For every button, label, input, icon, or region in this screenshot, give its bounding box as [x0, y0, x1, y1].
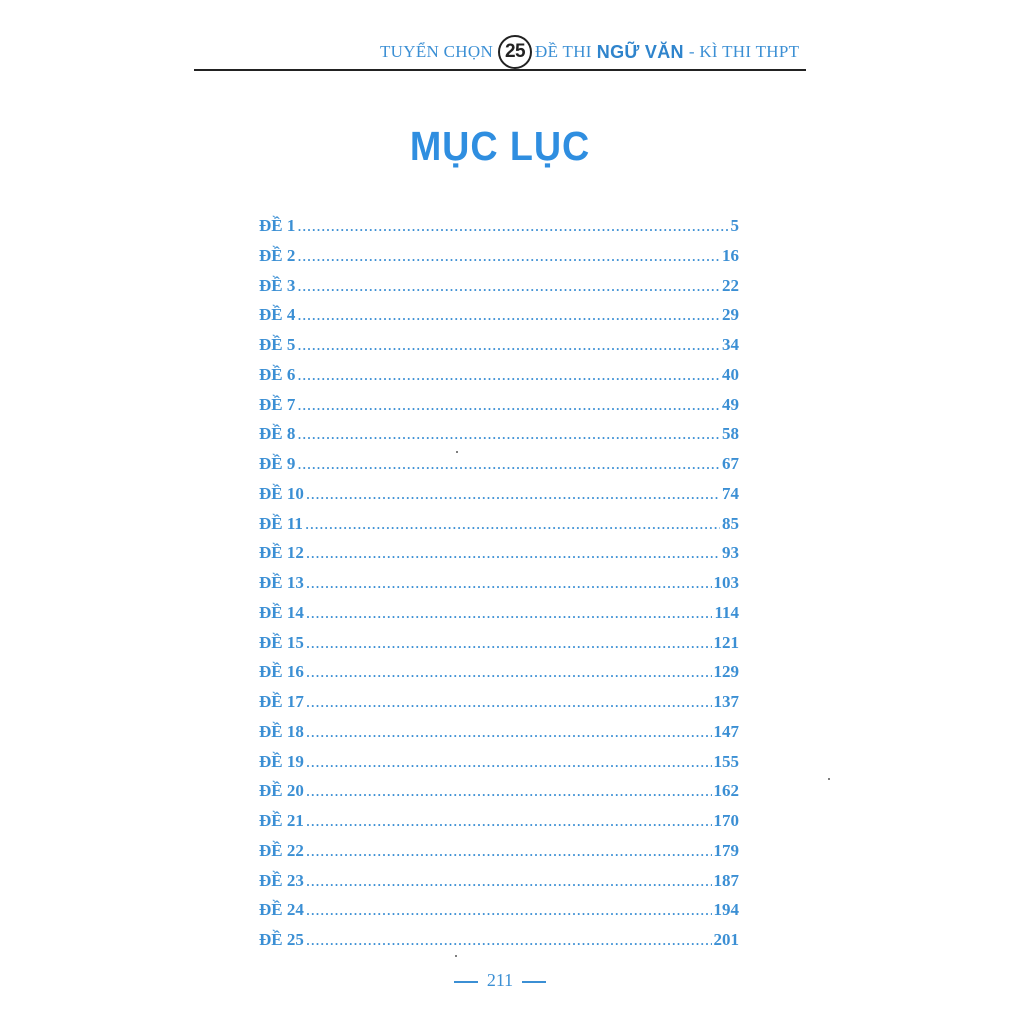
toc-entry-page: 129 [713, 662, 739, 682]
toc-dot-leader [306, 603, 713, 623]
toc-dot-leader [306, 871, 712, 891]
toc-entry-label: ĐỀ 25 [259, 930, 304, 949]
header-number-badge: 25 [498, 35, 532, 69]
table-of-contents [259, 216, 739, 960]
toc-dot-leader [297, 365, 720, 385]
toc-entry-label: ĐỀ 7 [259, 394, 296, 414]
header-rule [194, 69, 806, 71]
page-title: MỤC LỤC [409, 123, 591, 169]
toc-dot-leader [306, 900, 712, 920]
paper-speck [828, 778, 830, 780]
toc-entry-page: 93 [722, 543, 739, 563]
toc-dot-leader [306, 692, 712, 712]
toc-entry-label: ĐỀ 22 [259, 840, 304, 860]
toc-entry [259, 424, 739, 454]
toc-entry-page: 49 [722, 394, 739, 414]
toc-dot-leader [297, 276, 720, 296]
toc-entry [259, 276, 739, 306]
toc-dot-leader [297, 305, 720, 325]
toc-entry-label: ĐỀ 17 [259, 692, 304, 711]
toc-entry [259, 811, 739, 841]
toc-entry [259, 543, 739, 573]
toc-entry-label: ĐỀ 14 [259, 602, 304, 622]
toc-entry [259, 692, 739, 722]
page-number-dash-right [522, 981, 546, 983]
toc-dot-leader [297, 216, 728, 236]
toc-entry-page: 34 [722, 335, 739, 354]
toc-entry-label: ĐỀ 16 [259, 662, 304, 682]
toc-entry [259, 930, 739, 960]
toc-entry-page: 114 [714, 602, 739, 622]
header-subject: NGỮ VĂN [596, 41, 684, 62]
running-header [380, 34, 810, 70]
toc-entry-page: 5 [730, 216, 739, 235]
toc-dot-leader [297, 246, 720, 266]
toc-dot-leader [306, 930, 712, 950]
toc-dot-leader [306, 484, 720, 504]
toc-entry [259, 603, 739, 633]
toc-entry [259, 781, 739, 811]
toc-dot-leader [306, 841, 712, 861]
toc-entry-page: 201 [713, 930, 739, 949]
toc-dot-leader [297, 335, 720, 355]
toc-entry-label: ĐỀ 15 [259, 632, 304, 652]
toc-dot-leader [306, 722, 712, 742]
toc-entry-page: 162 [713, 781, 739, 801]
toc-entry [259, 871, 739, 901]
toc-entry [259, 633, 739, 663]
paper-speck [455, 955, 457, 957]
toc-entry-label: ĐỀ 5 [259, 335, 296, 354]
toc-entry-label: ĐỀ 19 [259, 751, 304, 771]
toc-entry-page: 147 [713, 721, 739, 741]
header-mid: ĐỀ THI [535, 42, 592, 61]
toc-entry-label: ĐỀ 3 [259, 275, 296, 295]
toc-entry [259, 900, 739, 930]
toc-entry-label: ĐỀ 4 [259, 305, 296, 325]
toc-entry-label: ĐỀ 23 [259, 870, 304, 890]
toc-entry [259, 722, 739, 752]
toc-entry-label: ĐỀ 2 [259, 245, 296, 265]
toc-entry-label: ĐỀ 21 [259, 811, 304, 830]
toc-entry [259, 454, 739, 484]
toc-entry-page: 29 [722, 305, 739, 325]
toc-entry-page: 85 [722, 513, 739, 533]
toc-dot-leader [297, 395, 720, 415]
toc-entry [259, 752, 739, 782]
toc-entry-page: 137 [713, 692, 739, 711]
toc-entry [259, 246, 739, 276]
toc-entry [259, 216, 739, 246]
toc-entry-label: ĐỀ 13 [259, 573, 304, 592]
toc-dot-leader [306, 662, 712, 682]
toc-dot-leader [306, 811, 712, 831]
toc-dot-leader [305, 514, 720, 534]
toc-entry [259, 305, 739, 335]
toc-entry [259, 514, 739, 544]
toc-entry-page: 187 [713, 870, 739, 890]
toc-entry [259, 365, 739, 395]
toc-entry [259, 662, 739, 692]
paper-speck [456, 451, 458, 453]
toc-entry-label: ĐỀ 8 [259, 424, 296, 444]
toc-entry-page: 67 [722, 454, 739, 473]
toc-entry [259, 841, 739, 871]
toc-dot-leader [297, 454, 720, 474]
toc-entry-label: ĐỀ 20 [259, 781, 304, 801]
toc-entry-page: 16 [722, 245, 739, 265]
toc-entry [259, 395, 739, 425]
toc-entry-page: 103 [713, 573, 739, 592]
toc-dot-leader [297, 424, 720, 444]
page-number [0, 970, 1000, 991]
toc-entry-label: ĐỀ 18 [259, 721, 304, 741]
toc-entry-label: ĐỀ 11 [259, 513, 303, 533]
page-number-dash-left [454, 981, 478, 983]
toc-dot-leader [306, 781, 712, 801]
toc-entry-label: ĐỀ 6 [259, 364, 296, 384]
header-prefix: TUYỂN CHỌN [380, 42, 494, 61]
toc-entry-label: ĐỀ 9 [259, 454, 296, 473]
toc-entry-page: 40 [722, 364, 739, 384]
toc-entry-label: ĐỀ 24 [259, 900, 304, 920]
toc-dot-leader [306, 573, 712, 593]
toc-entry-page: 170 [713, 811, 739, 830]
toc-entry [259, 335, 739, 365]
toc-entry [259, 484, 739, 514]
toc-entry-page: 58 [722, 424, 739, 444]
toc-entry-label: ĐỀ 10 [259, 483, 304, 503]
toc-entry-page: 121 [713, 632, 739, 652]
toc-entry [259, 573, 739, 603]
toc-entry-page: 155 [713, 751, 739, 771]
toc-entry-page: 74 [722, 483, 739, 503]
toc-dot-leader [306, 752, 712, 772]
toc-entry-page: 194 [713, 900, 739, 920]
toc-entry-page: 179 [713, 840, 739, 860]
toc-entry-label: ĐỀ 1 [259, 216, 296, 235]
toc-dot-leader [306, 543, 720, 563]
page-number-value: 211 [486, 970, 514, 990]
header-suffix: - KÌ THI THPT [688, 42, 800, 61]
toc-entry-label: ĐỀ 12 [259, 543, 304, 563]
toc-dot-leader [306, 633, 712, 653]
toc-entry-page: 22 [722, 275, 739, 295]
